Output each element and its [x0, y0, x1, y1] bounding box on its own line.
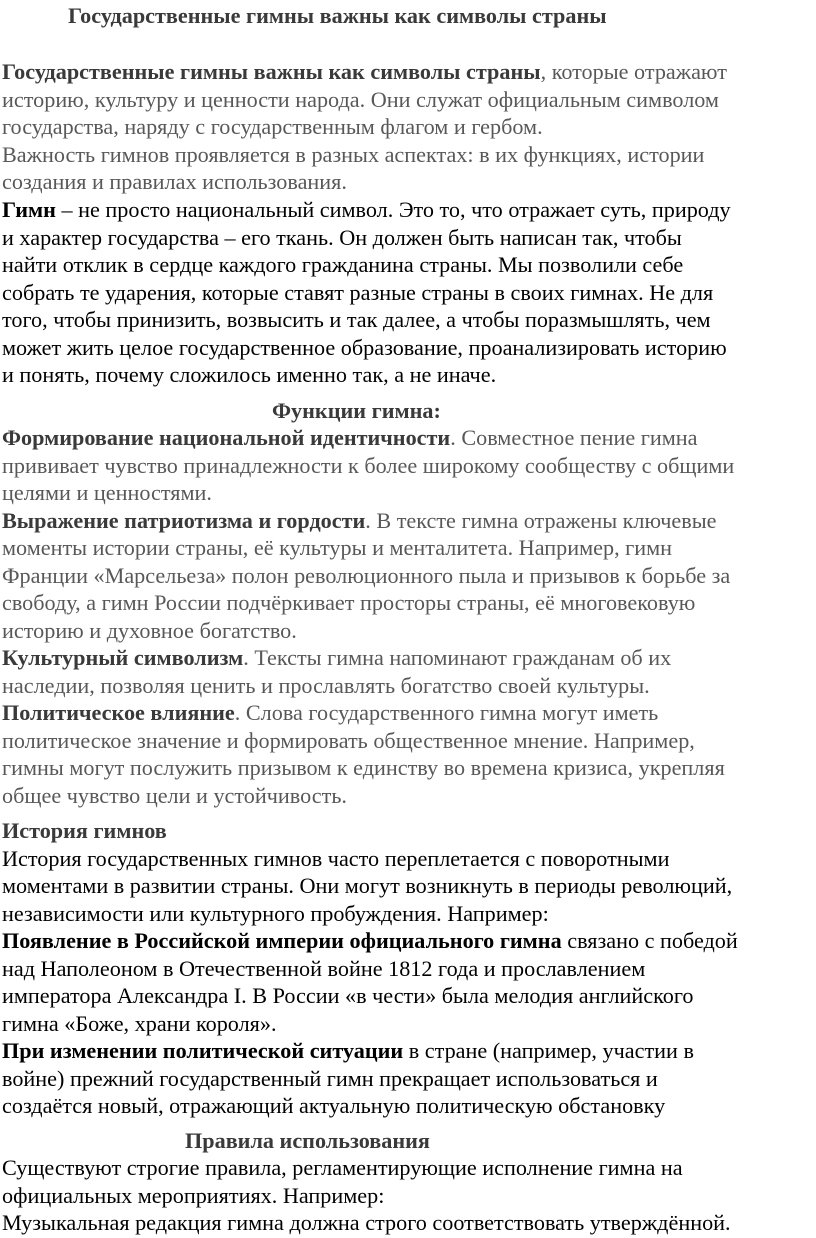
history-section	[2, 817, 738, 1120]
functions-list	[2, 424, 734, 809]
rules-heading: Правила использования	[185, 1128, 430, 1153]
intro-paragraph	[2, 58, 727, 196]
hymn-line: найти отклик в сердце каждого гражданина страны. Мы позволили себе	[2, 252, 684, 277]
history-heading: История гимнов	[2, 818, 167, 843]
history-item-bold: Появление в Российской империи официального гимна	[2, 928, 562, 953]
hymn-line: того, чтобы принизить, возвысить и так далее, а чтобы поразмышлять, чем	[2, 307, 711, 332]
function-line: историю и духовное богатство.	[2, 617, 297, 643]
hymn-line: может жить целое государственное образование, проанализировать историю	[2, 334, 727, 360]
rules-line: Существуют строгие правила, регламентирующие исполнение гимна на	[2, 1155, 683, 1180]
function-bold: Политическое влияние	[2, 700, 235, 725]
hymn-text: – не просто национальный символ. Это то, что отражает суть, природу	[55, 197, 731, 222]
function-line: Франции «Марсельеза» полон революционного пыла и призывов к борьбе за	[2, 562, 731, 588]
function-line: гимны могут послужить призывом к единству во времена кризиса, укрепляя	[2, 755, 725, 780]
intro-line: государства, наряду с государственным флагом и гербом.	[2, 114, 543, 139]
rules-line: Музыкальная редакция гимна должна строго соответствовать утверждённой.	[2, 1210, 731, 1235]
intro-line: Важность гимнов проявляется в разных аспектах: в их функциях, истории	[2, 141, 705, 167]
history-item-text: в стране (например, участии в	[403, 1038, 694, 1063]
history-item-line: императора Александра I. В России «в чести» была мелодия английского	[2, 983, 694, 1008]
function-line: наследии, позволяя ценить и прославлять богатство своей культуры.	[2, 672, 650, 698]
history-item-line: над Наполеоном в Отечественной войне 1812 года и прославлением	[2, 955, 646, 981]
function-line: целями и ценностями.	[2, 480, 212, 505]
intro-line: историю, культуру и ценности народа. Они служат официальным символом	[2, 86, 719, 112]
function-bold: Формирование национальной идентичности	[2, 425, 451, 450]
function-line: моменты истории страны, её культуры и менталитета. Например, гимн	[2, 535, 673, 560]
function-bold: Культурный символизм	[2, 645, 244, 670]
rules-section	[2, 1154, 731, 1237]
function-line: общее чувство цели и устойчивость.	[2, 782, 347, 808]
function-line: прививает чувство принадлежности к более широкому сообществу с общими	[2, 452, 735, 478]
history-item-text: связано с победой	[561, 928, 738, 953]
history-line: История государственных гимнов часто переплетается с поворотными	[2, 845, 670, 871]
function-text: . Тексты гимна напоминают гражданам об их	[243, 645, 672, 670]
function-line: свободу, а гимн России подчёркивает просторы страны, её многовековую	[2, 590, 696, 615]
function-text: . В тексте гимна отражены ключевые	[365, 507, 717, 533]
hymn-paragraph	[2, 196, 731, 389]
hymn-line: собрать те ударения, которые ставят разные страны в своих гимнах. Не для	[2, 279, 714, 305]
history-item-line: гимна «Боже, храни короля».	[2, 1010, 277, 1036]
history-item-line: войне) прежний государственный гимн прекращает использоваться и	[2, 1065, 658, 1091]
hymn-line: и характер государства – его ткань. Он должен быть написан так, чтобы	[2, 224, 682, 250]
history-line: моментами в развитии страны. Они могут возникнуть в периоды революций,	[2, 873, 733, 898]
function-line: политическое значение и формировать общественное мнение. Например,	[2, 727, 695, 753]
history-item-bold: При изменении политической ситуации	[2, 1038, 404, 1063]
intro-text: , которые отражают	[540, 59, 727, 84]
doc-title: Государственные гимны важны как символы страны	[68, 3, 607, 28]
function-bold: Выражение патриотизма и гордости	[2, 507, 366, 533]
function-text: . Слова государственного гимна могут иметь	[234, 700, 659, 725]
function-text: . Совместное пение гимна	[450, 425, 698, 450]
functions-heading: Функции гимна:	[272, 398, 441, 423]
intro-bold: Государственные гимны важны как символы страны	[2, 59, 541, 84]
rules-line: официальных мероприятиях. Например:	[2, 1182, 385, 1208]
hymn-bold: Гимн	[2, 197, 56, 222]
hymn-line: и понять, почему сложилось именно так, а не иначе.	[2, 362, 497, 387]
history-line: независимости или культурного пробуждения. Например:	[2, 900, 549, 926]
intro-line: создания и правилах использования.	[2, 169, 347, 194]
history-item-line: создаётся новый, отражающий актуальную политическую обстановку	[2, 1093, 666, 1118]
